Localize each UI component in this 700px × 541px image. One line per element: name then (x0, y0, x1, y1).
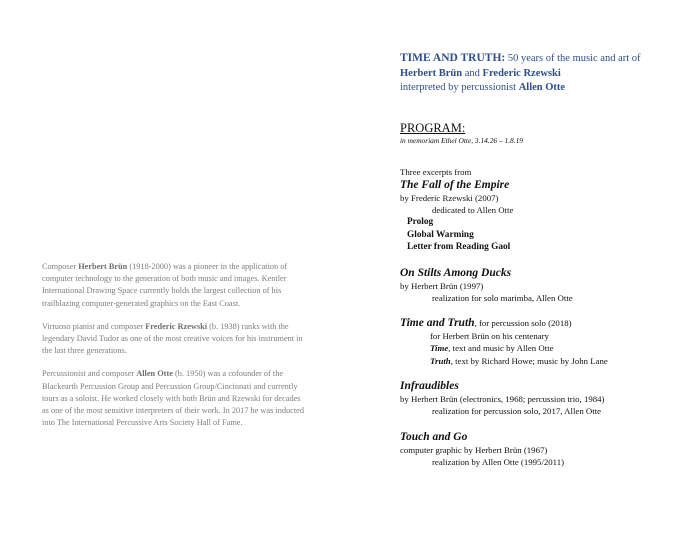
bio-name: Frederic Rzewski (145, 321, 208, 331)
part-time-desc: , text and music by Allen Otte (448, 343, 554, 354)
work-infraudibles (400, 379, 690, 418)
work-note: realization for percussion solo, 2017, Allen Otte (432, 406, 602, 417)
work-touch-and-go (400, 430, 690, 469)
program-heading: PROGRAM: (400, 120, 466, 135)
bio-brun (42, 261, 304, 310)
work-title: The Fall of the Empire (400, 178, 510, 191)
bio-text: Percussionist and composer (42, 369, 137, 379)
work-title: Time and Truth (400, 317, 475, 330)
work-by: by Herbert Brün (electronics, 1968; percussion trio, 1984) (400, 394, 605, 405)
part-truth-desc: , text by Richard Howe; music by John Lane (450, 355, 608, 366)
title-name-brun: Herbert Brün (400, 67, 463, 79)
work-dedication: dedicated to Allen Otte (432, 204, 514, 215)
title-interpreted: interpreted by percussionist (400, 82, 519, 93)
part-time-title: Time (430, 343, 449, 354)
work-by: by Herbert Brün (1997) (400, 280, 484, 291)
work-title: Infraudibles (400, 380, 459, 393)
program-column (400, 51, 690, 468)
title-and: and (462, 67, 483, 79)
work-fall-of-empire (400, 166, 690, 254)
bio-text: (b. 1950) was a cofounder of the Blackearth Percussion Group and Percussion Group/Cincinnati and currently tours as a soloist. He worked closely with both Brün and Rzewski for decades as one of the most sensitive interpreters of their work. In 2017 he was inducted into The International Percussive Arts Society Hall of Fame. (42, 369, 304, 428)
work-note: for Herbert Brün on his centenary (430, 331, 549, 342)
work-note: realization by Allen Otte (1995/2011) (432, 456, 565, 467)
work-intro: Three excerpts from (400, 166, 472, 177)
bio-name: Herbert Brün (78, 262, 128, 271)
title-name-rzewski: Frederic Rzewski (482, 67, 561, 79)
movement-prolog: Prolog (407, 217, 434, 228)
work-title: Touch and Go (400, 430, 468, 443)
bio-text: (b. 1938) ranks with the legendary David Tudor as one of the most creative voices for his instrument in the last three generations. (42, 321, 303, 356)
work-by: computer graphic by Herbert Brün (1967) (400, 444, 548, 455)
work-by: by Frederic Rzewski (2007) (400, 192, 499, 203)
title-name-otte: Allen Otte (518, 82, 566, 93)
work-on-stilts (400, 266, 690, 305)
bio-name: Allen Otte (136, 369, 173, 379)
bios-column (42, 261, 304, 440)
title-subtitle: 50 years of the music and art of (505, 53, 641, 64)
page-title (400, 51, 690, 96)
work-title-suffix: , for percussion solo (2018) (474, 318, 572, 329)
part-truth-title: Truth (430, 355, 451, 366)
bio-text: Virtuoso pianist and composer (42, 321, 146, 331)
work-title: On Stilts Among Ducks (400, 266, 512, 279)
memoriam-line: in memoriam Ethel Otte, 3.14.26 – 1.8.19 (400, 135, 523, 145)
movement-global-warming: Global Warming (407, 229, 474, 240)
bio-otte (42, 368, 304, 429)
bio-rzewski (42, 321, 304, 358)
bio-text: Composer (42, 262, 79, 271)
title-main: TIME AND TRUTH: (400, 52, 506, 64)
work-note: realization for solo marimba, Allen Otte (432, 292, 573, 303)
movement-letter: Letter from Reading Gaol (407, 242, 511, 253)
bio-text: (1918-2000) was a pioneer in the application of computer technology to the generation of both music and images. Kentler International Drawing Space currently holds the largest collection of his trailblazing computer-generated graphics on the East Coast. (42, 262, 288, 308)
work-time-and-truth (400, 316, 690, 367)
